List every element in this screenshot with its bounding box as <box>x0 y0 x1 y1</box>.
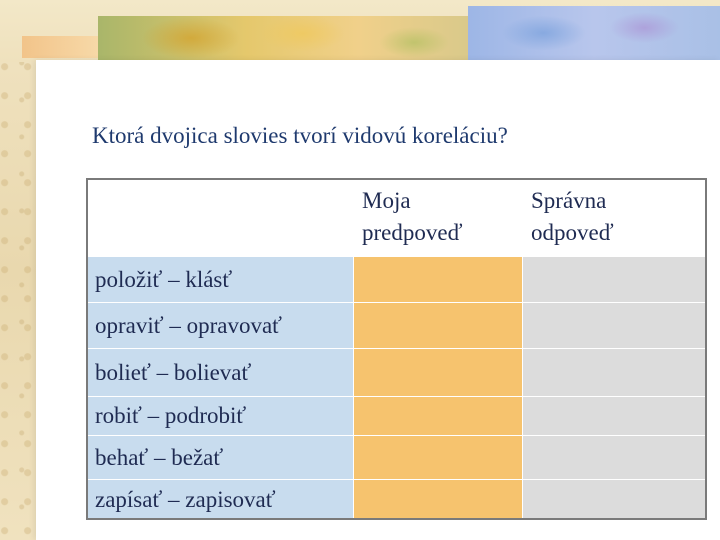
correct-answer-cell <box>523 349 706 397</box>
verb-pair-cell: robiť – podrobiť <box>87 397 354 436</box>
verb-pair-cell: zapísať – zapisovať <box>87 480 354 520</box>
verb-pair-cell: bolieť – bolievať <box>87 349 354 397</box>
table-row <box>87 436 706 480</box>
table-row <box>87 397 706 436</box>
header-correct-answer-line1: Správna <box>531 188 607 213</box>
table-row <box>87 257 706 303</box>
correct-answer-cell <box>523 480 706 520</box>
table-row <box>87 303 706 349</box>
header-my-prediction-line2: predpoveď <box>362 220 463 246</box>
table-header-row <box>87 179 706 257</box>
table-row <box>87 480 706 520</box>
banner-orange-strip <box>22 36 100 58</box>
my-prediction-cell[interactable] <box>354 480 523 520</box>
verb-pair-cell: behať – bežať <box>87 436 354 480</box>
decorative-banner <box>0 0 720 62</box>
my-prediction-cell[interactable] <box>354 397 523 436</box>
correct-answer-cell <box>523 257 706 303</box>
header-correct-answer-line2: odpoveď <box>531 220 614 246</box>
verb-pair-cell: opraviť – opravovať <box>87 303 354 349</box>
correct-answer-cell <box>523 436 706 480</box>
header-empty-cell <box>87 179 354 257</box>
my-prediction-cell[interactable] <box>354 303 523 349</box>
table-row <box>87 349 706 397</box>
correct-answer-cell <box>523 397 706 436</box>
banner-leaves-image <box>98 16 470 60</box>
answer-table <box>86 178 706 520</box>
correct-answer-cell <box>523 303 706 349</box>
header-correct-answer <box>523 179 706 257</box>
verb-pair-cell: položiť – klásť <box>87 257 354 303</box>
header-my-prediction <box>354 179 523 257</box>
question-title: Ktorá dvojica slovies tvorí vidovú koreláciu? <box>92 123 508 148</box>
banner-flowers-image <box>468 6 720 60</box>
my-prediction-cell[interactable] <box>354 257 523 303</box>
header-my-prediction-line1: Moja <box>362 188 411 213</box>
my-prediction-cell[interactable] <box>354 436 523 480</box>
my-prediction-cell[interactable] <box>354 349 523 397</box>
